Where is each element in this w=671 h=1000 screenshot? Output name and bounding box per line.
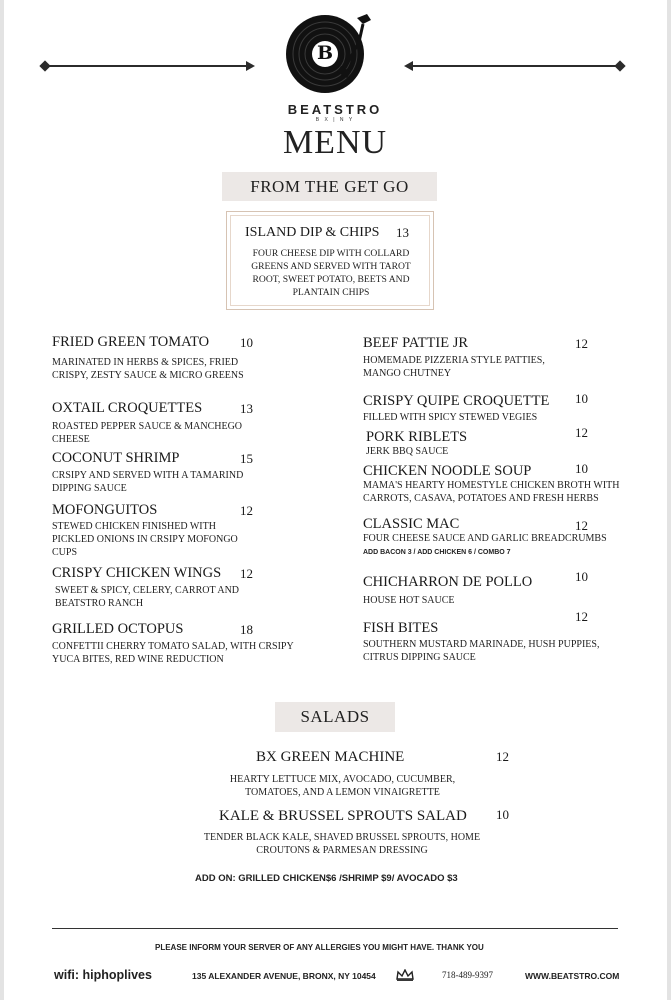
website: WWW.BEATSTRO.COM: [525, 971, 620, 981]
crown-icon: [396, 968, 414, 980]
featured-item-price: 13: [396, 225, 409, 240]
salad-item-name: KALE & BRUSSEL SPROUTS SALAD: [219, 808, 467, 824]
featured-item-description: FOUR CHEESE DIP WITH COLLARD GREENS AND SERVED WITH TAROT ROOT, SWEET POTATO, BEETS AND PLANTAIN CHIPS: [251, 248, 411, 298]
menu-item-name: PORK RIBLETS: [366, 429, 468, 445]
address: 135 ALEXANDER AVENUE, BRONX, NY 10454: [192, 971, 376, 981]
phone-number: 718-489-9397: [442, 970, 493, 980]
menu-item-description: HOMEMADE PIZZERIA STYLE PATTIES, MANGO CHUTNEY: [363, 355, 545, 379]
menu-item-description: SOUTHERN MUSTARD MARINADE, HUSH PUPPIES, CITRUS DIPPING SAUCE: [363, 639, 600, 663]
menu-item-name: CHICKEN NOODLE SOUP: [363, 463, 532, 479]
featured-item-name: ISLAND DIP & CHIPS: [245, 225, 380, 240]
wifi-info: wifi: hiphoplives: [54, 968, 152, 982]
section-banner-salads: [275, 702, 395, 732]
menu-item-price: 12: [575, 518, 588, 533]
salad-item-description: HEARTY LETTUCE MIX, AVOCADO, CUCUMBER, TOMATOES, AND A LEMON VINAIGRETTE: [229, 774, 456, 798]
menu-item-price: 12: [240, 503, 253, 518]
menu-item-description: JERK BBQ SAUCE: [366, 446, 449, 457]
menu-item-addon-note: ADD BACON 3 / ADD CHICKEN 6 / COMBO 7: [363, 549, 511, 556]
page-title: MENU: [282, 124, 388, 161]
right-page-edge: [667, 0, 671, 1000]
menu-item-description: MARINATED IN HERBS & SPICES, FRIED CRISPY, ZESTY SAUCE & MICRO GREENS: [52, 357, 244, 381]
menu-item-description: FOUR CHEESE SAUCE AND GARLIC BREADCRUMBS: [363, 533, 607, 544]
menu-item-name: OXTAIL CROQUETTES: [52, 400, 203, 416]
salad-item-name: BX GREEN MACHINE: [256, 749, 405, 765]
menu-item-price: 15: [240, 451, 253, 466]
logo-letter: B: [316, 42, 334, 64]
footer-divider: [52, 928, 618, 929]
menu-item-name: MOFONGUITOS: [52, 502, 158, 518]
menu-item-price: 10: [575, 461, 588, 476]
brand-subtitle: B X | N Y: [315, 117, 355, 123]
menu-item-description: CRSIPY AND SERVED WITH A TAMARIND DIPPING SAUCE: [52, 470, 244, 494]
add-on-options: ADD ON: GRILLED CHICKEN$6 /SHRIMP $9/ AVOCADO $3: [195, 873, 458, 884]
menu-item-name: CHICHARRON DE POLLO: [363, 574, 533, 590]
left-page-edge: [0, 0, 4, 1000]
allergy-notice: PLEASE INFORM YOUR SERVER OF ANY ALLERGIES YOU MIGHT HAVE. THANK YOU: [155, 943, 484, 952]
menu-item-name: CLASSIC MAC: [363, 516, 460, 532]
menu-item-price: 10: [240, 335, 253, 350]
menu-item-name: GRILLED OCTOPUS: [52, 621, 184, 637]
menu-item-description: ROASTED PEPPER SAUCE & MANCHEGO CHEESE: [52, 421, 243, 445]
menu-item-name: FISH BITES: [363, 620, 439, 636]
menu-item-name: CRISPY QUIPE CROQUETTE: [363, 393, 550, 409]
menu-item-description: FILLED WITH SPICY STEWED VEGIES: [363, 412, 538, 423]
salad-item-price: 10: [496, 807, 509, 822]
menu-item-name: FRIED GREEN TOMATO: [52, 334, 210, 350]
menu-item-name: COCONUT SHRIMP: [52, 450, 180, 466]
menu-item-description: MAMA'S HEARTY HOMESTYLE CHICKEN BROTH WITH CARROTS, CASAVA, POTATOES AND FRESH HERBS: [363, 480, 620, 504]
vinyl-record-fork-icon: [283, 12, 379, 96]
menu-item-price: 12: [575, 609, 588, 624]
menu-item-name: BEEF PATTIE JR: [363, 335, 469, 351]
menu-item-name: CRISPY CHICKEN WINGS: [52, 565, 222, 581]
menu-item-description: SWEET & SPICY, CELERY, CARROT AND BEATSTRO RANCH: [55, 585, 240, 609]
menu-item-price: 12: [575, 425, 588, 440]
brand-name: BEATSTRO: [287, 102, 383, 117]
menu-item-description: STEWED CHICKEN FINISHED WITH PICKLED ONIONS IN CRSIPY MOFONGO CUPS: [52, 521, 238, 558]
salad-item-price: 12: [496, 749, 509, 764]
menu-item-description: CONFETTII CHERRY TOMATO SALAD, WITH CRSIPY YUCA BITES, RED WINE REDUCTION: [52, 641, 294, 665]
menu-item-price: 13: [240, 401, 253, 416]
menu-item-price: 10: [575, 391, 588, 406]
menu-item-price: 12: [240, 566, 253, 581]
menu-item-price: 10: [575, 569, 588, 584]
section-title: FROM THE GET GO: [250, 177, 409, 196]
menu-item-description: HOUSE HOT SAUCE: [363, 595, 455, 606]
menu-item-price: 12: [575, 336, 588, 351]
section-banner-starters: [222, 172, 437, 201]
menu-item-price: 18: [240, 622, 253, 637]
salad-item-description: TENDER BLACK KALE, SHAVED BRUSSEL SPROUTS, HOME CROUTONS & PARMESAN DRESSING: [203, 832, 481, 856]
section-title: SALADS: [300, 707, 370, 726]
